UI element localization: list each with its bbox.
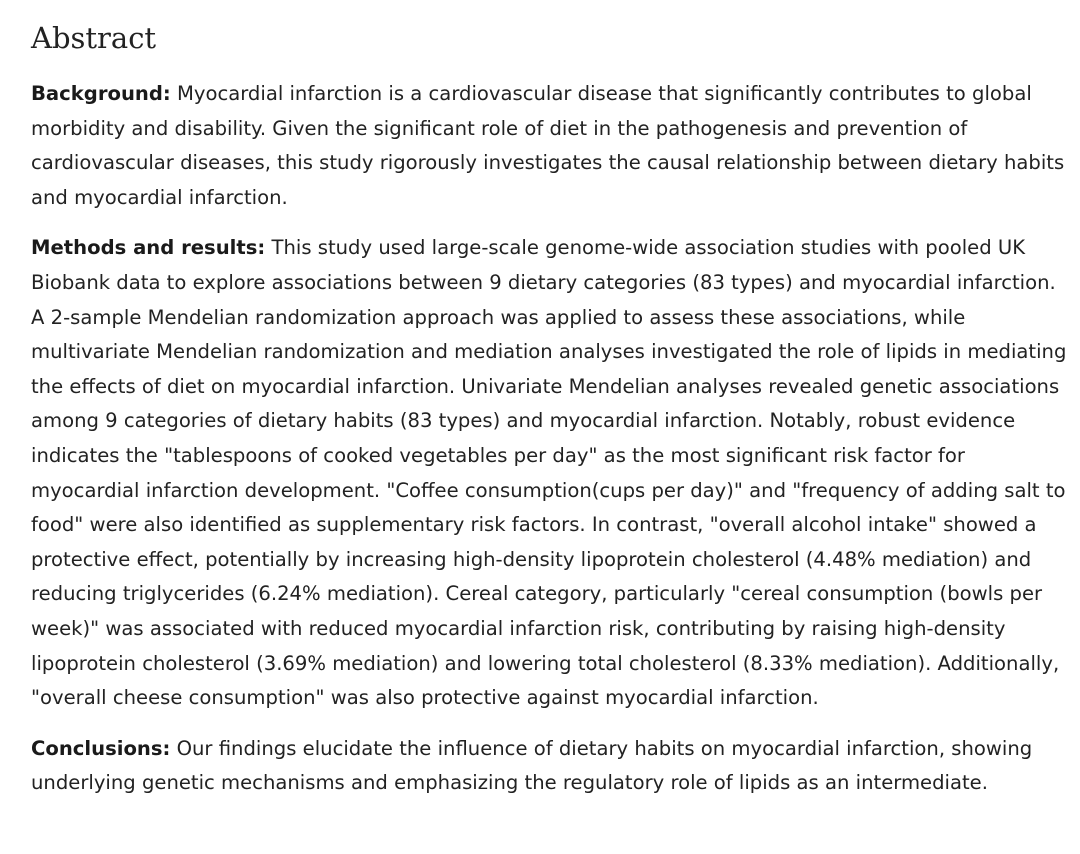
background-section	[31, 77, 1071, 215]
conclusions-section	[31, 732, 1071, 801]
methods-results-label: Methods and results:	[31, 236, 266, 260]
conclusions-text: Our findings elucidate the influence of dietary habits on myocardial infarction, showing underlying genetic mechanisms and emphasizing the regulatory role of lipids as an intermediate.	[31, 736, 1033, 795]
methods-results-section	[31, 231, 1071, 715]
abstract	[31, 18, 1071, 817]
background-text: Myocardial infarction is a cardiovascular disease that significantly contributes to global morbidity and disability. Given the significant role of diet in the pathogenesis and prevention of cardiovascular diseases, this study rigorously investigates the causal relationship between dietary habits and myocardial infarction.	[31, 82, 1065, 209]
background-label: Background:	[31, 82, 171, 105]
methods-results-text: This study used large-scale genome-wide association studies with pooled UK Biobank data to explore associations between 9 dietary categories (83 types) and myocardial infarction. A 2-sample Mendelian randomization approach was applied to assess these associations, while multivariate Mendelian randomization and mediation analyses investigated the role of lipids in mediating the effects of diet on myocardial infarction. Univariate Mendelian analyses revealed genetic associations among 9 categories of dietary habits (83 types) and myocardial infarction. Notably, robust evidence indicates the "tablespoons of cooked vegetables per day" as the most significant risk factor for myocardial infarction development. "Coffee consumption(cups per day)" and "frequency of adding salt to food" were also identified as supplementary risk factors. In contrast, "overall alcohol intake" showed a protective effect, potentially by increasing high-density lipoprotein cholesterol (4.48% mediation) and reducing triglycerides (6.24% mediation). Cereal category, particularly "cereal consumption (bowls per week)" was associated with reduced myocardial infarction risk, contributing by raising high-density lipoprotein cholesterol (3.69% mediation) and lowering total cholesterol (8.33% mediation). Additionally, "overall cheese consumption" was also protective against myocardial infarction.	[31, 236, 1067, 710]
abstract-heading: Abstract	[31, 21, 157, 55]
conclusions-label: Conclusions:	[31, 736, 171, 760]
